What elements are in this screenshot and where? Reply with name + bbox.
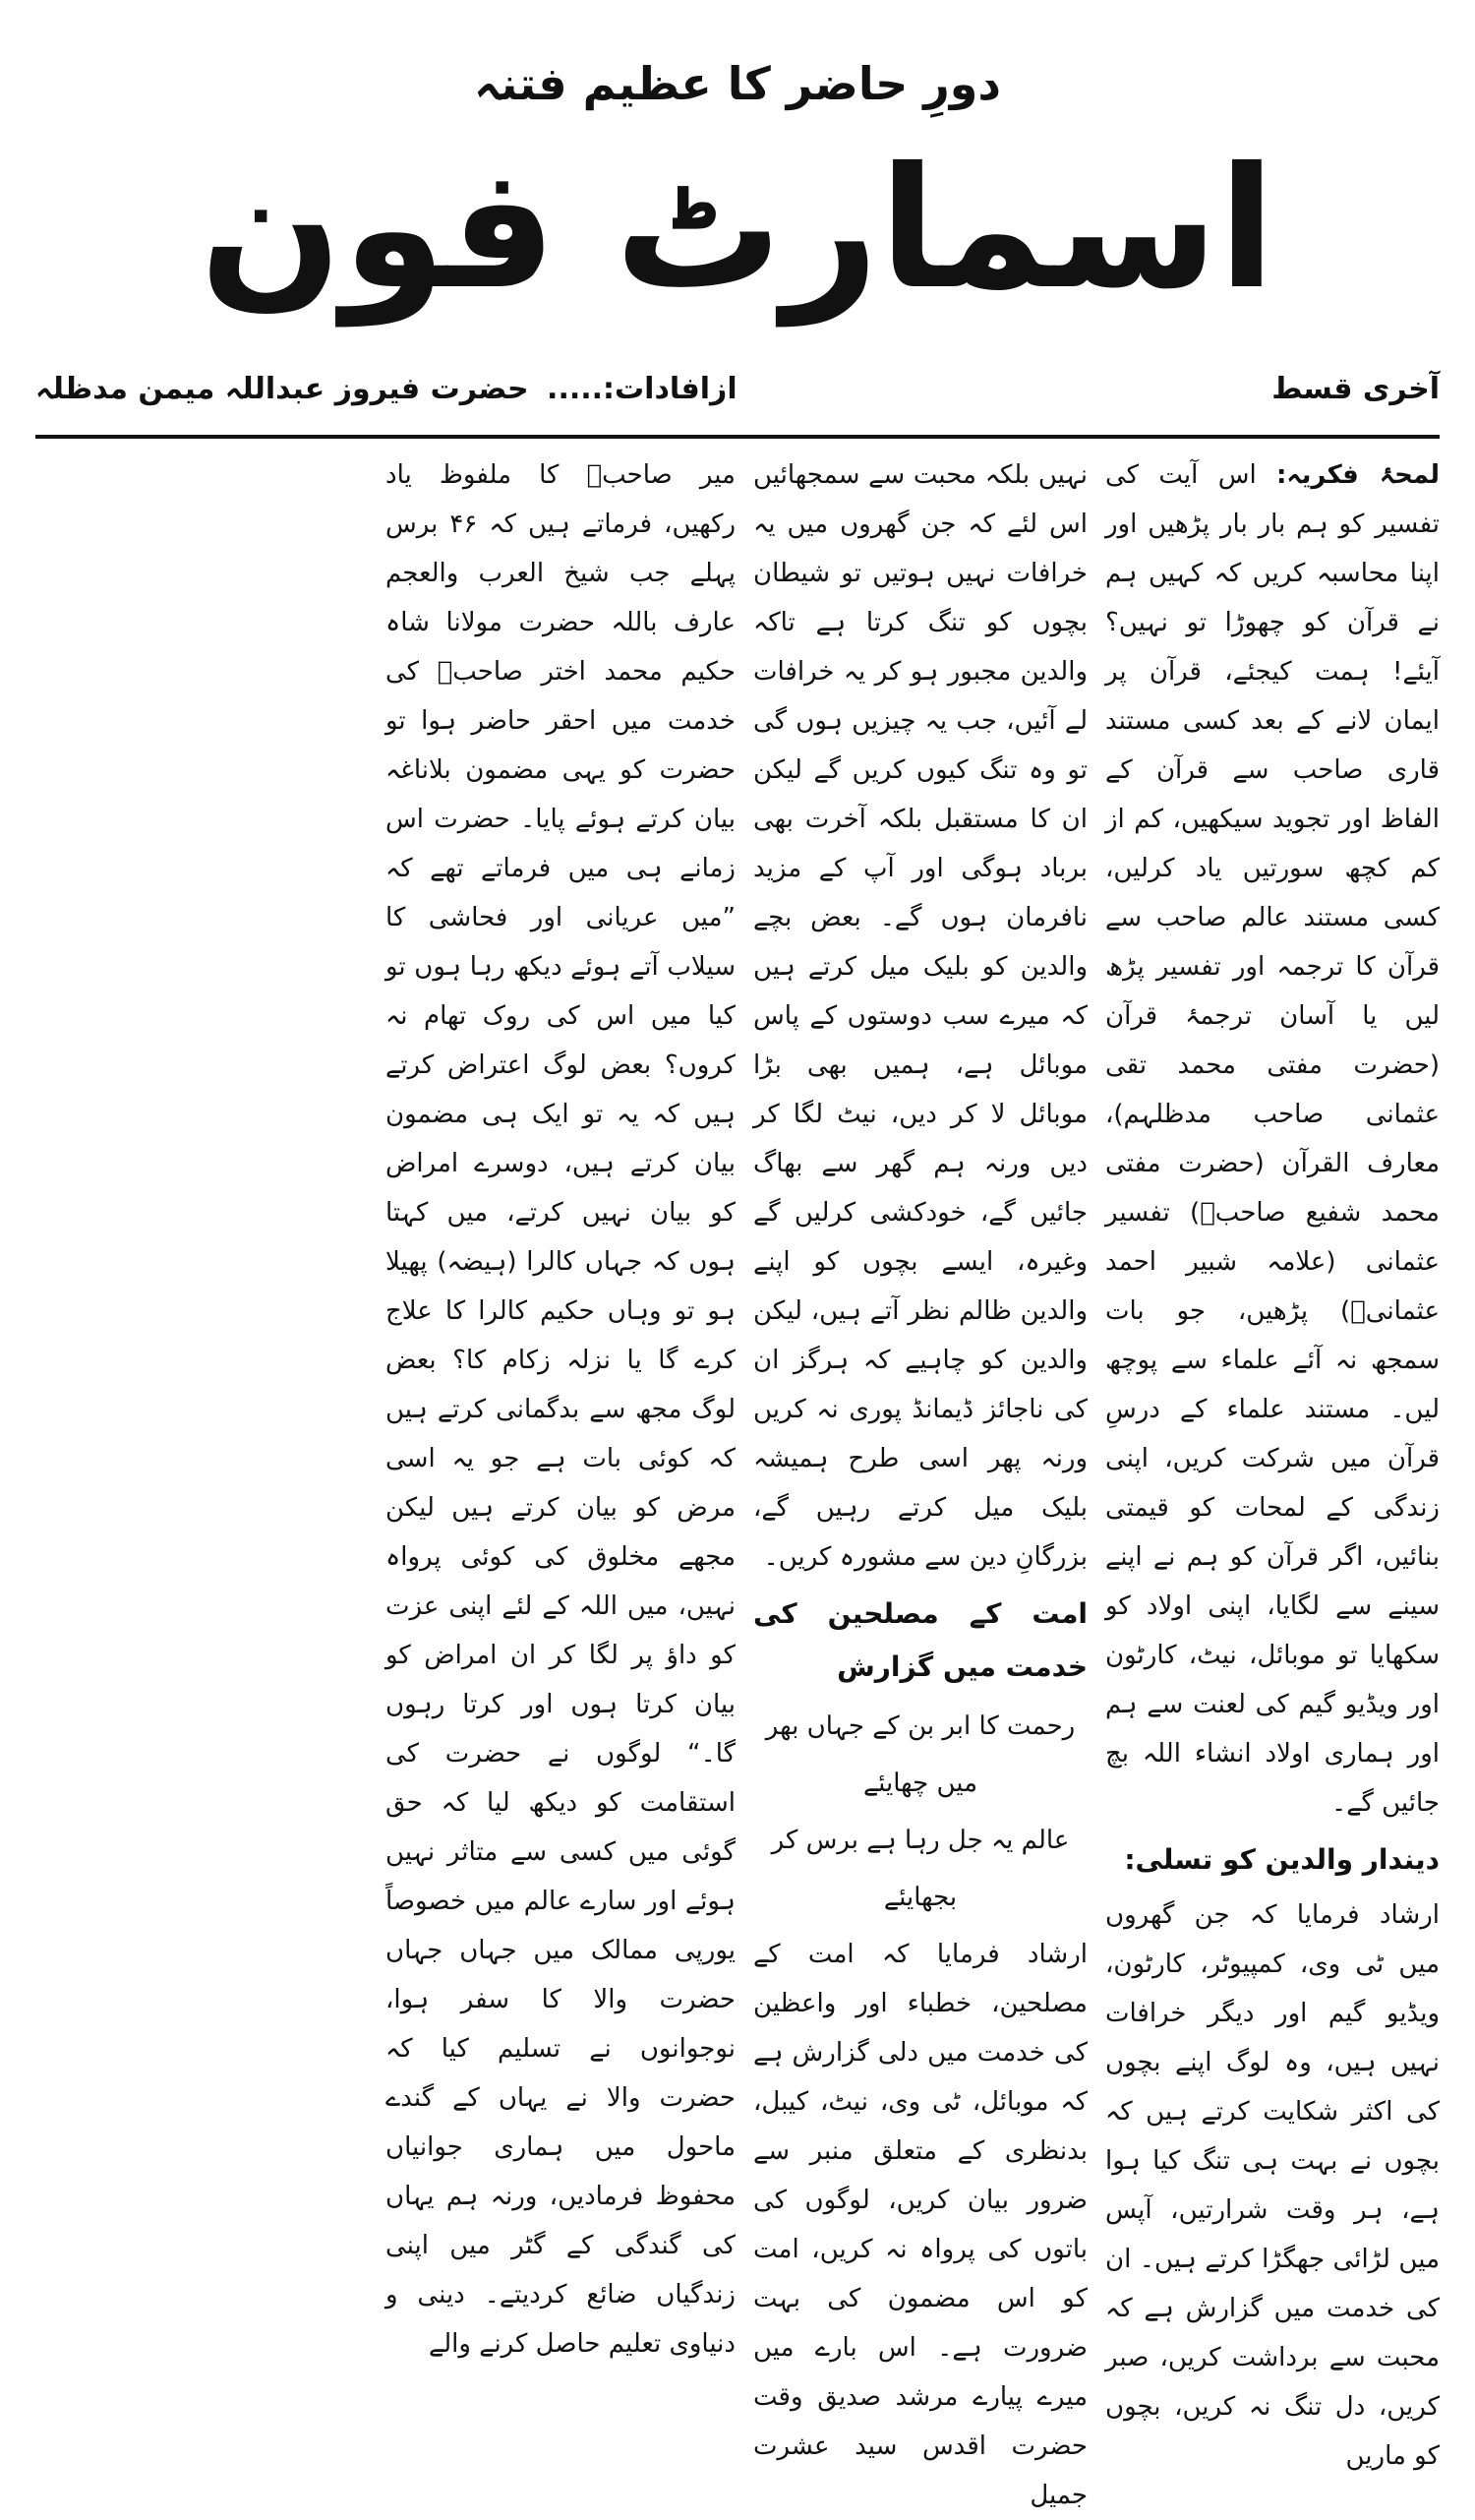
subheading: دیندار والدین کو تسلی: <box>1124 1843 1440 1876</box>
paragraph <box>1105 450 1440 1828</box>
paragraph: میر صاحبؒ کا ملفوظ یاد رکھیں، فرماتے ہیں کہ ۴۶ برس پہلے جب شیخ العرب والعجم عارف باللہ حضرت مولانا شاہ حکیم محمد اختر صاحبؒ کی خدمت میں احقر حاضر ہوا تو حضرت کو یہی مضمون بلاناغہ بیان کرتے ہوئے پایا۔ حضرت اس زمانے ہی میں فرماتے تھے کہ ”میں عریانی اور فحاشی کا سیلاب آتے ہوئے دیکھ رہا ہوں تو کیا میں اس کی روک تھام نہ کروں؟ بعض لوگ اعتراض کرتے ہیں کہ یہ تو ایک ہی مضمون بیان کرتے ہیں، دوسرے امراض کو بیان نہیں کرتے، میں کہتا ہوں کہ جہاں کالرا (ہیضہ) پھیلا ہو تو وہاں حکیم کالرا کا علاج کرے گا یا نزلہ زکام کا؟ بعض لوگ مجھ سے بدگمانی کرتے ہیں کہ کوئی بات ہے جو یہ اسی مرض کو بیان کرتے ہیں لیکن مجھے مخلوق کی کوئی پرواہ نہیں، میں اللہ کے لئے اپنی عزت کو داؤ پر لگا کر ان امراض کو بیان کرتا ہوں اور کرتا رہوں گا۔“ لوگوں نے حضرت کی استقامت کو دیکھ لیا کہ حق گوئی میں کسی سے متاثر نہیں ہوئے اور سارے عالم میں خصوصاً یورپی ممالک میں جہاں جہاں حضرت والا کا سفر ہوا، نوجوانوں نے تسلیم کیا کہ حضرت والا نے یہاں کے گندے ماحول میں ہماری جوانیاں محفوظ فرمادیں، ورنہ ہم یہاں کی گندگی کے گٹر میں اپنی زندگیاں ضائع کردیتے۔ دینی و دنیاوی تعلیم حاصل کرنے والے <box>385 460 736 2359</box>
credit-name: حضرت فیروز عبداللہ میمن مدظلہ <box>35 372 529 406</box>
byline-bar <box>35 366 1440 439</box>
verse-line: رحمت کا ابر بن کے جہاں بھر میں چھایئے <box>765 1711 1076 1798</box>
article-columns <box>35 450 1441 2510</box>
episode-label: آخری قسط <box>1271 372 1440 406</box>
column-3 <box>385 450 736 2359</box>
paragraph: نہیں بلکہ محبت سے سمجھائیں اس لئے کہ جن گھروں میں یہ خرافات نہیں ہوتیں تو شیطان بچوں کو تنگ کرتا ہے تاکہ والدین مجبور ہو کر یہ خرافات لے آئیں، جب یہ چیزیں ہوں گی تو وہ تنگ کیوں کریں گے لیکن ان کا مستقبل بلکہ آخرت بھی برباد ہوگی اور آپ کے مزید نافرمان ہوں گے۔ بعض بچے والدین کو بلیک میل کرتے ہیں کہ میرے سب دوستوں کے پاس موبائل ہے، ہمیں بھی بڑا موبائل لا کر دیں، نیٹ لگا کر دیں ورنہ ہم گھر سے بھاگ جائیں گے، خودکشی کرلیں گے وغیرہ، ایسے بچوں کو اپنے والدین ظالم نظر آتے ہیں، لیکن والدین کو چاہیے کہ ہرگز ان کی ناجائز ڈیمانڈ پوری نہ کریں ورنہ پھر اسی طرح ہمیشہ بلیک میل کرتے رہیں گے، بزرگانِ دین سے مشورہ کریں۔ <box>753 460 1088 1572</box>
article-kicker: دورِ حاضر کا عظیم فتنہ <box>474 57 1001 110</box>
column-2 <box>753 450 1088 2510</box>
paragraph: ارشاد فرمایا کہ جن گھروں میں ٹی وی، کمپیوٹر، کارٹون، ویڈیو گیم اور دیگر خرافات نہیں ہیں، وہ لوگ اپنے بچوں کی اکثر شکایت کرتے ہیں کہ بچوں نے بہت ہی تنگ کیا ہوا ہے، ہر وقت شرارتیں، آپس میں لڑائی جھگڑا کرتے ہیں۔ ان کی خدمت میں گزارش ہے کہ محبت سے برداشت کریں، صبر کریں، دل تنگ نہ کریں، بچوں کو ماریں <box>1105 1900 1440 2471</box>
credit-label: ازافادات:..... <box>547 372 738 406</box>
verse-line: عالم یہ جل رہا ہے برس کر بجھایئے <box>771 1826 1070 1912</box>
paragraph-lead: لمحۂ فکریہ: <box>1276 460 1441 490</box>
article-headline: اسمارٹ فون <box>199 132 1276 327</box>
paragraph: ارشاد فرمایا کہ امت کے مصلحین، خطباء اور واعظین کی خدمت میں دلی گزارش ہے کہ موبائل، ٹی وی، نیٹ، کیبل، بدنظری کے متعلق منبر سے ضرور بیان کریں، لوگوں کی باتوں کی پرواہ نہ کریں، امت کو اس مضمون کی بہت ضرورت ہے۔ اس بارے میں میرے پیارے مرشد صدیق وقت حضرت اقدس سید عشرت جمیل <box>753 1940 1088 2510</box>
paragraph-text: اس آیت کی تفسیر کو ہم بار بار پڑھیں اور اپنا محاسبہ کریں کہ کہیں ہم نے قرآن کو چھوڑا تو نہیں؟ آیئے! ہمت کیجئے، قرآن پر ایمان لانے کے بعد کسی مستند قاری صاحب سے قرآن کے الفاظ اور تجوید سیکھیں، کم از کم کچھ سورتیں یاد کرلیں، کسی مستند عالم صاحب سے قرآن کا ترجمہ اور تفسیر پڑھ لیں یا آسان ترجمۂ قرآن (حضرت مفتی محمد تقی عثمانی صاحب مدظلہم)، معارف القرآن (حضرت مفتی محمد شفیع صاحبؒ) تفسیر عثمانی (علامہ شبیر احمد عثمانیؒ) پڑھیں، جو بات سمجھ نہ آئے علماء سے پوچھ لیں۔ مستند علماء کے درسِ قرآن میں شرکت کریں، اپنی زندگی کے لمحات کو قیمتی بنائیں، اگر قرآن کو ہم نے اپنے سینے سے لگایا، اپنی اولاد کو سکھایا تو موبائل، نیٹ، کارٹون اور ویڈیو گیم کی لعنت سے ہم اور ہماری اولاد انشاء اللہ بچ جائیں گے۔ <box>1105 460 1440 1818</box>
subheading: امت کے مصلحین کی خدمت میں گزارش <box>753 1597 1088 1683</box>
column-1 <box>1105 450 1441 2471</box>
author-credit <box>35 372 738 406</box>
